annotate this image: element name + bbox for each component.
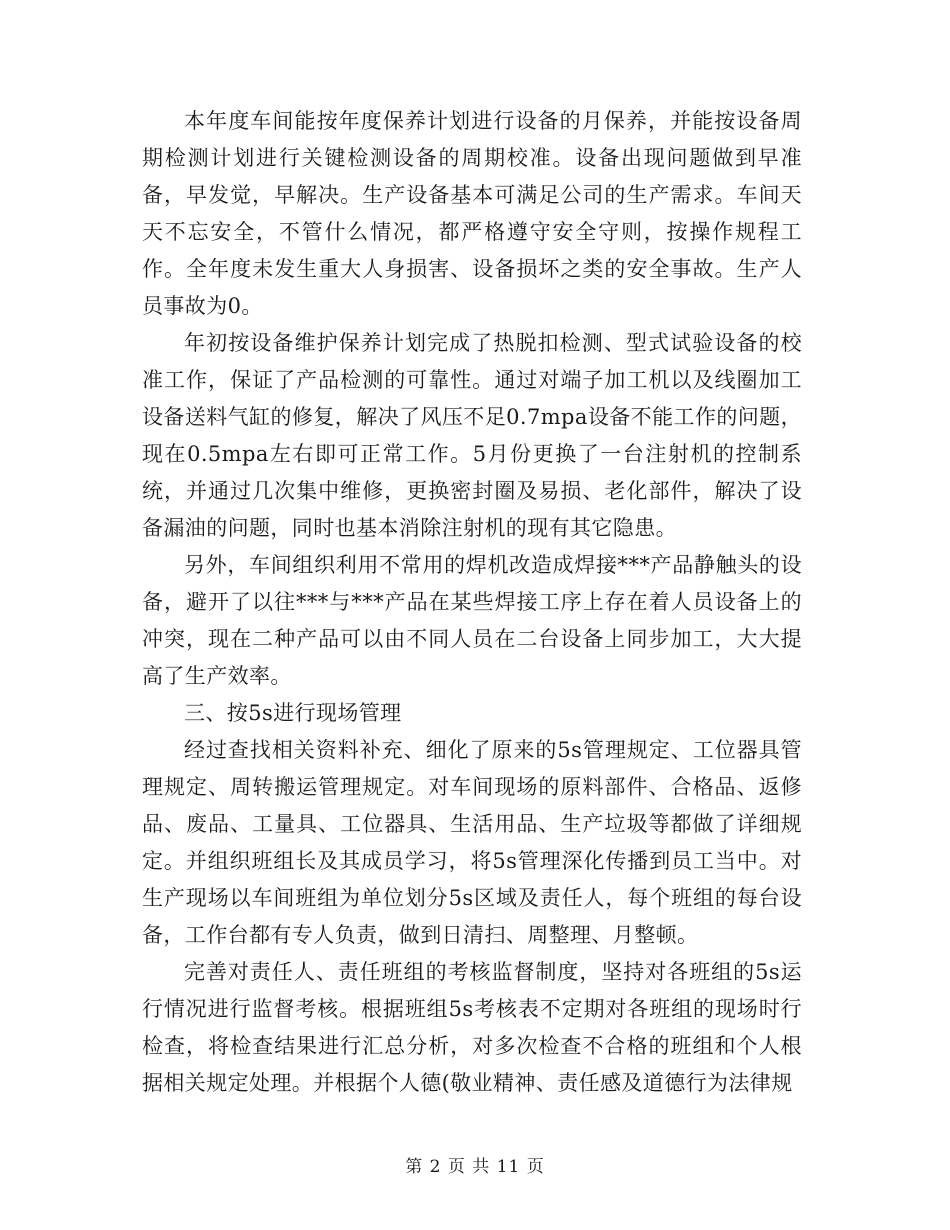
paragraph-welding-improvement: 另外，车间组织利用不常用的焊机改造成焊接***产品静触头的设备，避开了以往***与***产品在某些焊接工序上存在着人员设备上的冲突，现在二种产品可以由不同人员在二台设备上同步加工，大大提高了生产效率。 bbox=[142, 553, 802, 688]
section-heading-5s: 三、按5s进行现场管理 bbox=[184, 701, 402, 725]
paragraph-5s-rules: 经过查找相关资料补充、细化了原来的5s管理规定、工位器具管理规定、周转搬运管理规定。对车间现场的原料部件、合格品、返修品、废品、工量具、工位器具、生活用品、生产垃圾等都做了详细规定。并组织班组长及其成员学习，将5s管理深化传播到员工当中。对生产现场以车间班组为单位划分5s区域及责任人，每个班组的每台设备，工作台都有专人负责，做到日清扫、周整理、月整顿。 bbox=[142, 738, 802, 947]
document-body bbox=[142, 103, 802, 1102]
paragraph-5s-assessment: 完善对责任人、责任班组的考核监督制度，坚持对各班组的5s运行情况进行监督考核。根据班组5s考核表不定期对各班组的现场时行检查，将检查结果进行汇总分析，对多次检查不合格的班组和个人根据相关规定处理。并根据个人德(敬业精神、责任感及道德行为法律规 bbox=[142, 960, 802, 1095]
page-footer: 第 2 页 共 11 页 bbox=[405, 1157, 545, 1177]
paragraph-equipment-maintenance: 本年度车间能按年度保养计划进行设备的月保养，并能按设备周期检测计划进行关键检测设备的周期校准。设备出现问题做到早准备，早发觉，早解决。生产设备基本可满足公司的生产需求。车间天天不忘安全，不管什么情况，都严格遵守安全守则，按操作规程工作。全年度未发生重大人身损害、设备损坏之类的安全事故。生产人员事故为0。 bbox=[142, 109, 802, 318]
paragraph-calibration-repairs: 年初按设备维护保养计划完成了热脱扣检测、型式试验设备的校准工作，保证了产品检测的可靠性。通过对端子加工机以及线圈加工设备送料气缸的修复，解决了风压不足0.7mpa设备不能工作的问题，现在0.5mpa左右即可正常工作。5月份更换了一台注射机的控制系统，并通过几次集中维修，更换密封圈及易损、老化部件，解决了设备漏油的问题，同时也基本消除注射机的现有其它隐患。 bbox=[142, 331, 802, 540]
